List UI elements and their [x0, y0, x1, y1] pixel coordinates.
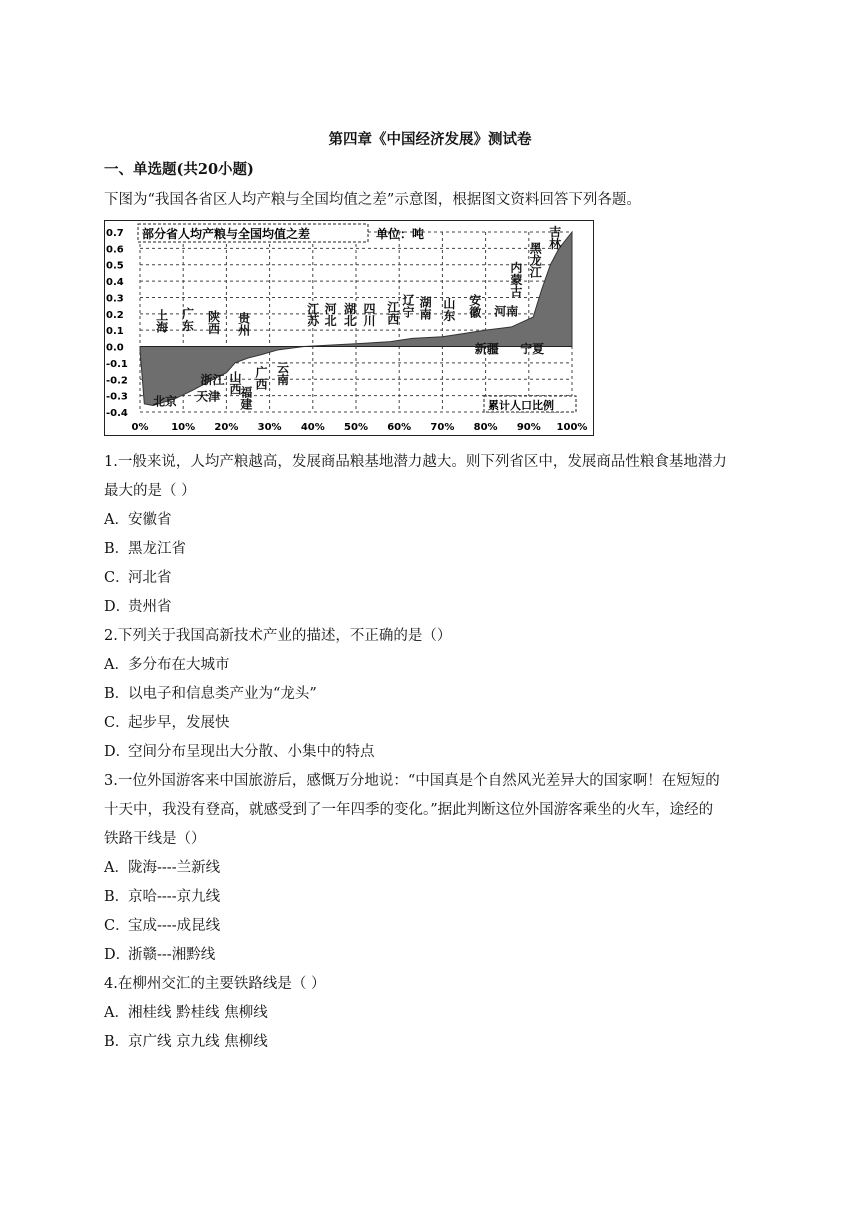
y-tick-label: 0.4: [106, 277, 124, 289]
x-tick-label: 10%: [171, 422, 196, 433]
province-label-sichuan: 四川: [361, 302, 376, 327]
q4-stem: 4.在柳州交汇的主要铁路线是（ ）: [104, 976, 326, 992]
x-tick-label: 20%: [214, 422, 239, 433]
province-label-fujian: 福建: [238, 385, 253, 410]
x-tick-label: 30%: [257, 422, 282, 433]
y-tick-label: 0.0: [106, 342, 124, 354]
y-tick-label: -0.1: [106, 358, 128, 370]
q3-stem: 3.一位外国游客来中国旅游后，感慨万分地说：“中国真是个自然风光差异大的国家啊！在短短的: [104, 773, 720, 789]
province-label-shanxi: 山西: [228, 371, 243, 396]
y-tick-label: 0.3: [106, 293, 124, 305]
province-label-jilin: 吉林: [547, 225, 562, 250]
q3-option-b[interactable]: B．京哈----京九线: [104, 889, 221, 905]
x-tick-label: 100%: [556, 422, 588, 433]
q3-option-c[interactable]: C．宝成----成昆线: [104, 918, 221, 934]
province-label-hebei: 河北: [323, 302, 338, 327]
province-label-ningxia: 宁夏: [520, 342, 545, 357]
x-tick-label: 40%: [300, 422, 325, 433]
province-label-beijing: 北京: [152, 394, 177, 409]
page-title: 第四章《中国经济发展》测试卷: [328, 131, 532, 148]
province-label-henan: 河南: [494, 304, 519, 319]
y-tick-label: 0.2: [106, 309, 124, 321]
q3-option-d[interactable]: D．浙赣---湘黔线: [104, 947, 216, 963]
q1-option-a[interactable]: A．安徽省: [104, 512, 172, 528]
y-tick-label: 0.7: [106, 228, 124, 239]
province-label-jiangsu: 江苏: [305, 302, 320, 327]
province-label-zhejiang: 浙江: [200, 373, 225, 388]
section-heading: 一、单选题(共20小题): [104, 161, 254, 178]
province-label-hubei: 湖北: [342, 302, 357, 327]
q1-option-b[interactable]: B．黑龙江省: [104, 541, 186, 557]
x-tick-label: 80%: [473, 422, 498, 433]
province-label-anhui: 安徽: [467, 294, 482, 319]
province-label-jiangxi: 江西: [385, 300, 400, 325]
q3-stem-cont2: 铁路干线是（）: [104, 831, 206, 847]
province-label-guizhou: 贵州: [236, 312, 251, 337]
chart-title: 部分省人均产粮与全国均值之差: [142, 227, 311, 241]
x-tick-label: 70%: [430, 422, 455, 433]
province-label-guangxi: 广西: [253, 366, 268, 391]
grain-difference-chart: [104, 220, 594, 436]
q1-stem: 1.一般来说，人均产粮越高，发展商品粮基地潜力越大。则下列省区中，发展商品性粮食基地潜力: [104, 454, 727, 470]
x-tick-label: 50%: [344, 422, 368, 433]
y-tick-label: -0.3: [106, 391, 128, 403]
q4-option-b[interactable]: B．京广线 京九线 焦柳线: [104, 1034, 268, 1050]
q1-option-c[interactable]: C．河北省: [104, 570, 172, 586]
y-tick-label: -0.2: [106, 375, 128, 387]
y-tick-label: 0.1: [106, 326, 124, 338]
province-label-hunan: 湖南: [418, 295, 433, 320]
y-tick-label: 0.5: [106, 260, 124, 272]
x-tick-label: 60%: [387, 422, 412, 433]
province-label-neimenggu: 内蒙古: [508, 261, 523, 298]
y-tick-label: -0.4: [106, 408, 128, 419]
q1-stem-cont: 最大的是（ ）: [104, 483, 196, 499]
province-label-liaoning: 辽宁: [400, 294, 415, 319]
province-label-shandong: 山东: [441, 297, 456, 322]
q1-option-d[interactable]: D．贵州省: [104, 599, 172, 615]
q2-option-a[interactable]: A．多分布在大城市: [104, 657, 230, 673]
y-tick-label: 0.6: [106, 244, 124, 256]
province-label-shanghai: 上海: [154, 308, 169, 333]
province-label-xinjiang: 新疆: [474, 342, 499, 357]
intro-text: 下图为“我国各省区人均产粮与全国均值之差”示意图，根据图文资料回答下列各题。: [104, 192, 641, 208]
province-label-shaanxi: 陕西: [206, 310, 221, 335]
x-tick-label: 0%: [131, 422, 149, 433]
province-label-guangdong: 广东: [180, 307, 195, 332]
chart-unit: 单位：吨: [376, 227, 425, 241]
chart-xlabel: 累计人口比例: [488, 399, 554, 412]
q2-option-c[interactable]: C．起步早，发展快: [104, 715, 230, 731]
q3-option-a[interactable]: A．陇海----兰新线: [104, 860, 221, 876]
province-label-tianjin: 天津: [196, 389, 221, 404]
q2-option-d[interactable]: D．空间分布呈现出大分散、小集中的特点: [104, 744, 375, 760]
q2-stem: 2.下列关于我国高新技术产业的描述，不正确的是（）: [104, 628, 452, 644]
q2-option-b[interactable]: B．以电子和信息类产业为“龙头”: [104, 686, 317, 702]
province-label-heilongjiang: 黑龙江: [528, 241, 543, 278]
q4-option-a[interactable]: A．湘桂线 黔桂线 焦柳线: [104, 1005, 268, 1021]
x-tick-label: 90%: [516, 422, 541, 433]
q3-stem-cont: 十天中，我没有登高，就感受到了一年四季的变化。”据此判断这位外国游客乘坐的火车，途经的: [104, 802, 714, 818]
province-label-yunnan: 云南: [275, 361, 290, 386]
